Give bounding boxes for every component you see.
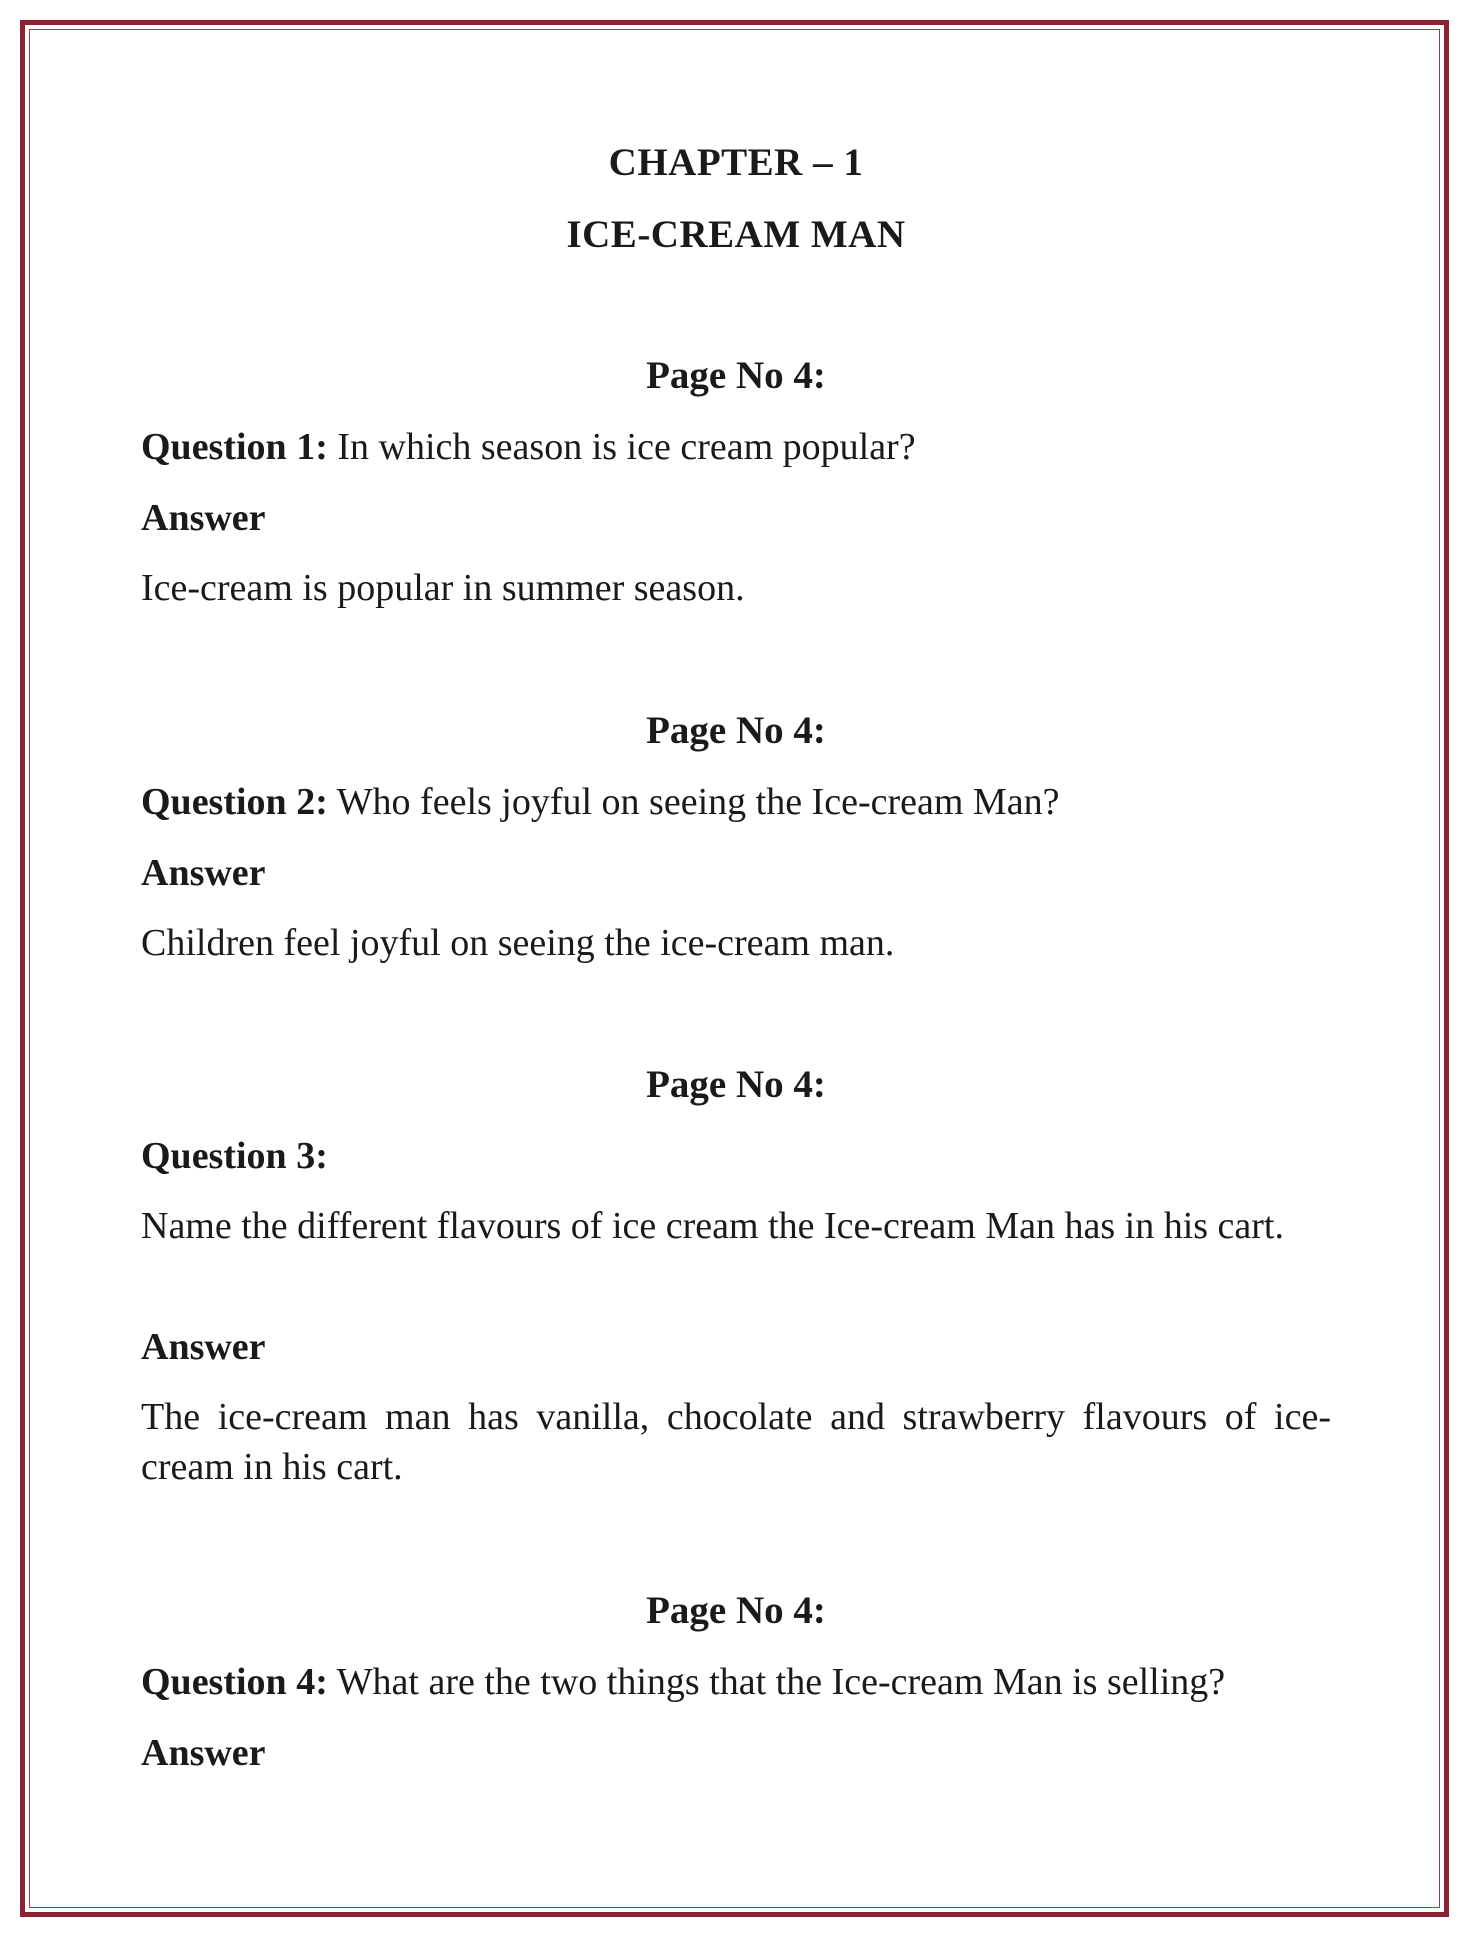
answer-text: Ice-cream is popular in summer season. [141, 567, 745, 609]
answer-label: Answer [141, 852, 266, 894]
question-text: Who feels joyful on seeing the Ice-cream Man? [336, 781, 1060, 823]
question-text: What are the two things that the Ice-cream Man is selling? [336, 1661, 1226, 1703]
chapter-title: ICE-CREAM MAN [566, 213, 906, 256]
answer-label: Answer [141, 497, 266, 539]
question-text: In which season is ice cream popular? [337, 426, 916, 468]
question-label: Question 2: [141, 781, 328, 823]
question-label: Question 1: [141, 426, 328, 468]
page-number-heading: Page No 4: [646, 709, 826, 752]
page-number-heading: Page No 4: [646, 1063, 826, 1106]
question-line [141, 422, 1331, 472]
question-text: Name the different flavours of ice cream the Ice-cream Man has in his cart. [141, 1205, 1284, 1247]
question-line [141, 777, 1331, 827]
answer-text: Children feel joyful on seeing the ice-cream man. [141, 922, 895, 964]
question-label: Question 3: [141, 1135, 328, 1177]
answer-text: The ice-cream man has vanilla, chocolate and strawberry flavours of ice-cream in his cart. [141, 1396, 1331, 1488]
page-number-heading: Page No 4: [646, 354, 826, 397]
answer-label: Answer [141, 1732, 266, 1774]
answer-label: Answer [141, 1326, 266, 1368]
chapter-heading: CHAPTER – 1 [608, 141, 864, 184]
question-label: Question 4: [141, 1661, 328, 1703]
page-number-heading: Page No 4: [646, 1589, 826, 1632]
question-line [141, 1657, 1331, 1707]
